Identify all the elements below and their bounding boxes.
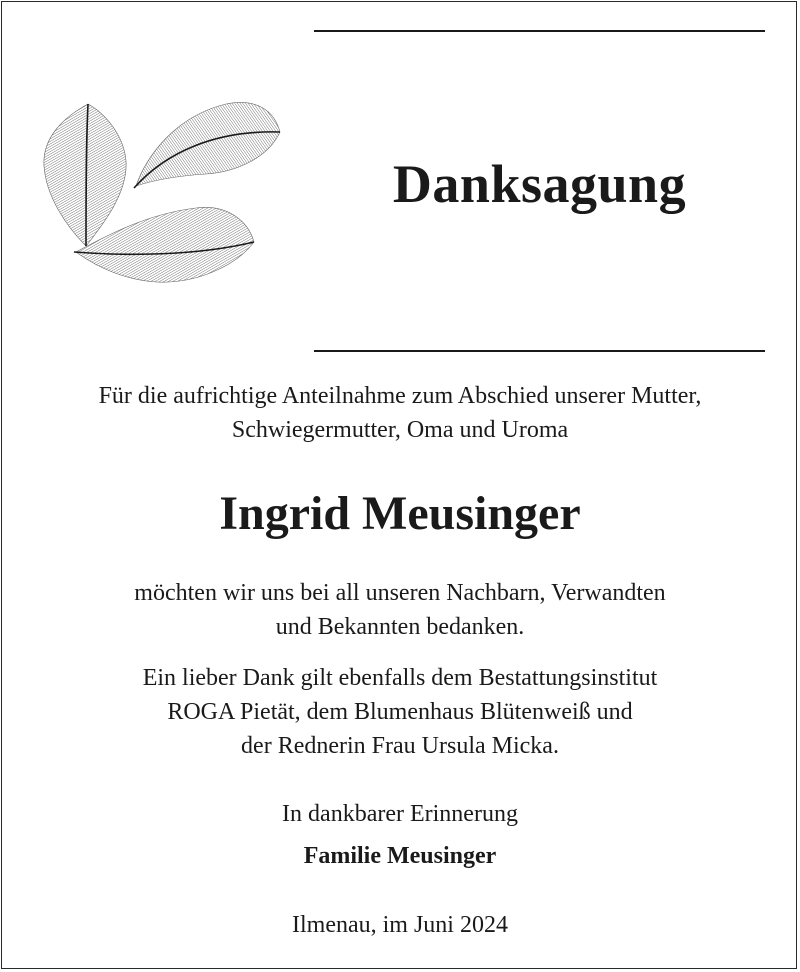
special-thanks-line-1: Ein lieber Dank gilt ebenfalls dem Bestattungsinstitut — [142, 665, 658, 691]
special-thanks-line-3: der Rednerin Frau Ursula Micka. — [241, 733, 559, 759]
top-rule — [314, 30, 765, 32]
page-title: Danksagung — [392, 154, 687, 214]
bottom-rule — [314, 350, 765, 352]
feathers-icon — [36, 96, 286, 292]
closing-phrase: In dankbarer Erinnerung — [282, 801, 518, 827]
special-thanks-line-2: ROGA Pietät, dem Blumenhaus Blütenweiß und — [167, 699, 633, 725]
special-thanks-text — [0, 661, 800, 763]
intro-line-1: Für die aufrichtige Anteilnahme zum Abschied unserer Mutter, — [98, 383, 702, 409]
thanks-text — [0, 576, 800, 644]
feather-left — [44, 104, 126, 246]
deceased-name: Ingrid Meusinger — [219, 487, 581, 540]
thanks-line-2: und Bekannten bedanken. — [275, 614, 525, 640]
signature: Familie Meusinger — [303, 843, 497, 869]
intro-text — [0, 379, 800, 447]
place-date: Ilmenau, im Juni 2024 — [292, 912, 508, 938]
intro-line-2: Schwiegermutter, Oma und Uroma — [231, 417, 569, 443]
feather-top-right — [134, 102, 280, 188]
thanks-line-1: möchten wir uns bei all unseren Nachbarn, Verwandten — [134, 580, 666, 606]
